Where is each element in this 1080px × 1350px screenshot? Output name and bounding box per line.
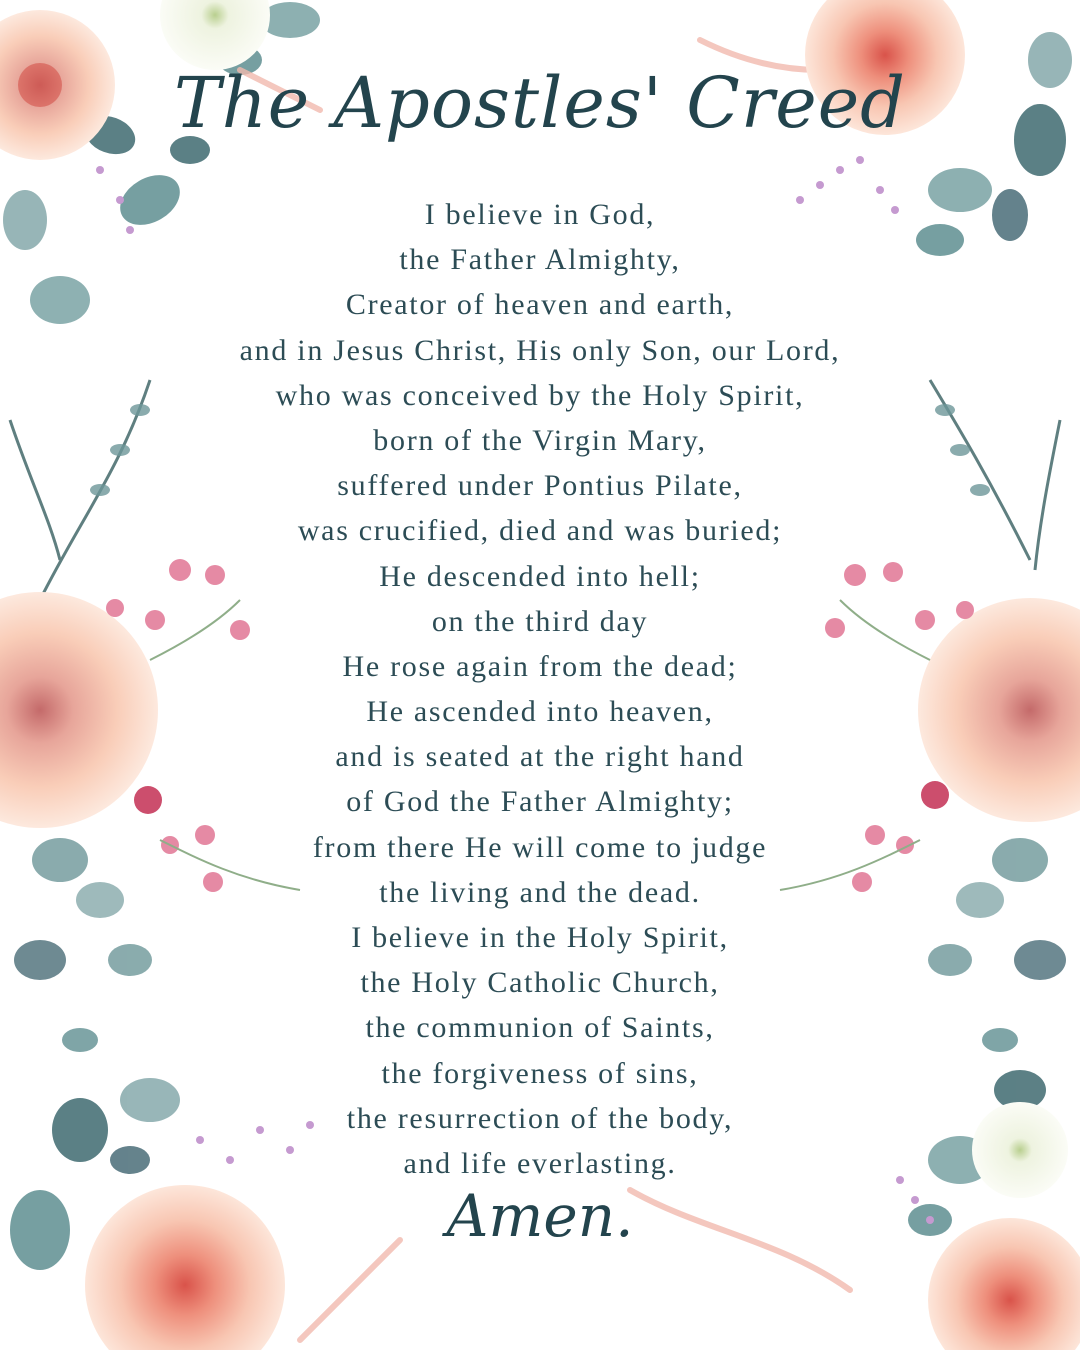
page-title: The Apostles' Creed (174, 62, 906, 144)
creed-line: and in Jesus Christ, His only Son, our Lord, (239, 333, 841, 367)
creed-line: Creator of heaven and earth, (345, 288, 735, 322)
creed-line: of God the Father Almighty; (346, 785, 734, 819)
creed-line: I believe in the Holy Spirit, (351, 921, 729, 954)
creed-line: and is seated at the right hand (335, 740, 745, 774)
creed-line: born of the Virgin Mary, (373, 423, 707, 457)
creed-line: was crucified, died and was buried; (297, 514, 783, 548)
creed-line: He descended into hell; (379, 559, 701, 593)
creed-line: on the third day (431, 604, 649, 638)
creed-line: I believe in God, (424, 198, 656, 231)
creed-line: the forgiveness of sins, (381, 1056, 699, 1090)
creed-line: the communion of Saints, (365, 1011, 715, 1045)
creed-line: suffered under Pontius Pilate, (337, 469, 743, 503)
creed-line: the living and the dead. (379, 875, 701, 909)
creed-line: He ascended into heaven, (366, 695, 714, 729)
creed-line: from there He will come to judge (312, 830, 768, 864)
closing-amen: Amen. (446, 1182, 634, 1250)
creed-text (0, 192, 1080, 1186)
creed-line: the Father Almighty, (399, 243, 681, 277)
creed-line: who was conceived by the Holy Spirit, (275, 378, 805, 412)
creed-line: and life everlasting. (403, 1146, 677, 1180)
creed-line: He rose again from the dead; (342, 649, 738, 683)
creed-line: the resurrection of the body, (346, 1101, 734, 1135)
creed-line: the Holy Catholic Church, (360, 966, 720, 1000)
